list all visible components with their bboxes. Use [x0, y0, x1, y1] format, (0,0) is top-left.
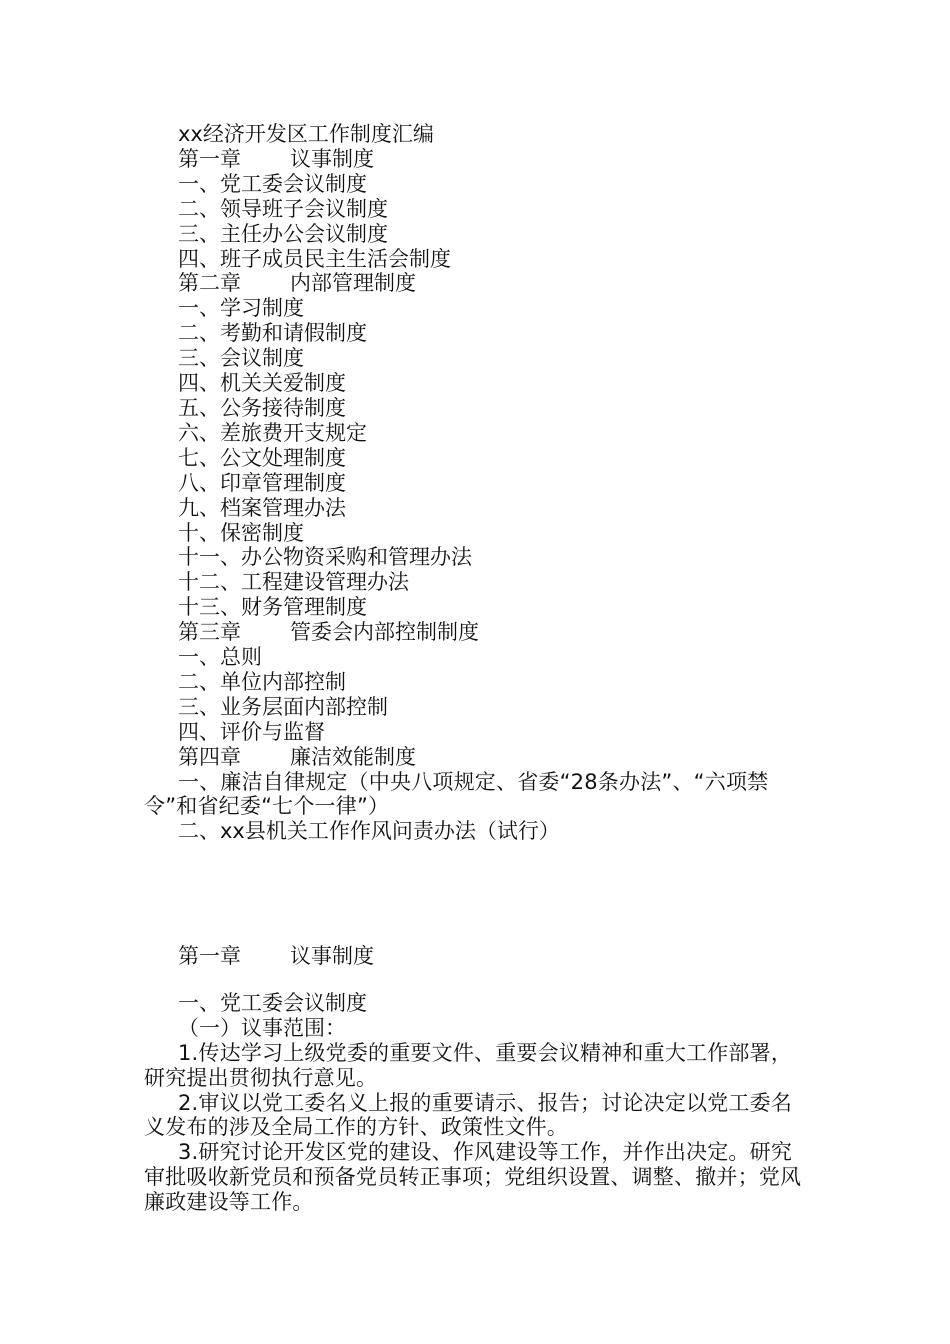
toc-item: 八、印章管理制度 — [178, 470, 346, 495]
toc-item: 十二、工程建设管理办法 — [178, 570, 409, 595]
toc-item: 二、单位内部控制 — [178, 669, 346, 694]
toc-item: 四、评价与监督 — [178, 719, 325, 744]
toc-chapter-1-number: 第一章 — [178, 146, 241, 171]
chapter-heading-name: 议事制度 — [290, 944, 374, 968]
document-title: xx经济开发区工作制度汇编 — [178, 122, 434, 146]
toc-item: 二、领导班子会议制度 — [178, 196, 388, 221]
toc-item: 一、党工委会议制度 — [178, 171, 367, 196]
toc-item: 四、机关关爱制度 — [178, 371, 346, 396]
toc-chapter-4-name: 廉洁效能制度 — [290, 744, 416, 769]
toc-item: 五、公务接待制度 — [178, 395, 346, 420]
toc-chapter-2-number: 第二章 — [178, 271, 241, 296]
subsection-title: （一）议事范围： — [178, 1015, 346, 1040]
toc-item: 十三、财务管理制度 — [178, 595, 367, 620]
body-paragraph: 2.审议以党工委名义上报的重要请示、报告；讨论决定以党工委名义发布的涉及全局工作的方针、政策性文件。 — [144, 1090, 793, 1140]
toc-chapter-3-name: 管委会内部控制制度 — [290, 620, 479, 645]
chapter-1-body — [144, 944, 810, 1215]
body-paragraph: 3.研究讨论开发区党的建设、作风建设等工作，并作出决定。研究审批吸收新党员和预备党员转正事项；党组织设置、调整、撤并；党风廉政建设等工作。 — [144, 1140, 802, 1215]
toc-chapter-2 — [144, 271, 810, 296]
toc-item: 二、考勤和请假制度 — [178, 321, 367, 346]
toc-item: 三、业务层面内部控制 — [178, 694, 388, 719]
toc-item: 九、档案管理办法 — [178, 495, 346, 520]
table-of-contents — [144, 122, 810, 844]
toc-item: 一、廉洁自律规定（中央八项规定、省委“28条办法”、“六项禁令”和省纪委“七个一律”） — [144, 769, 769, 819]
toc-item: 一、总则 — [178, 645, 262, 670]
toc-item: 一、学习制度 — [178, 296, 304, 321]
section-title: 一、党工委会议制度 — [178, 990, 367, 1015]
toc-chapter-1 — [144, 147, 810, 172]
toc-item: 二、xx县机关工作作风问责办法（试行） — [178, 819, 560, 844]
body-paragraph: 1.传达学习上级党委的重要文件、重要会议精神和重大工作部署，研究提出贯彻执行意见。 — [144, 1040, 793, 1090]
toc-item: 十、保密制度 — [178, 520, 304, 545]
toc-item: 六、差旅费开支规定 — [178, 420, 367, 445]
toc-chapter-4 — [144, 745, 810, 770]
toc-chapter-1-name: 议事制度 — [290, 146, 374, 171]
toc-item: 七、公文处理制度 — [178, 445, 346, 470]
chapter-heading — [144, 944, 810, 969]
toc-item: 十一、办公物资采购和管理办法 — [178, 545, 472, 570]
toc-chapter-2-name: 内部管理制度 — [290, 271, 416, 296]
toc-item: 三、会议制度 — [178, 346, 304, 371]
toc-chapter-4-number: 第四章 — [178, 744, 241, 769]
toc-item: 四、班子成员民主生活会制度 — [178, 246, 451, 271]
chapter-heading-number: 第一章 — [178, 944, 241, 968]
toc-item: 三、主任办公会议制度 — [178, 221, 388, 246]
toc-chapter-3 — [144, 620, 810, 645]
toc-chapter-3-number: 第三章 — [178, 620, 241, 645]
